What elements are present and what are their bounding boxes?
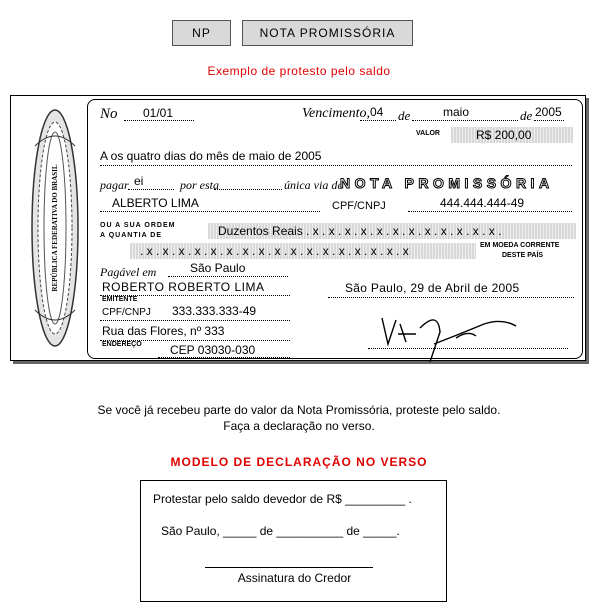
pagavel-city: São Paulo (190, 261, 246, 275)
vencimento-label: Vencimento, (302, 106, 371, 121)
place-date: São Paulo, 29 de Abril de 2005 (345, 281, 520, 295)
emitente-cpf-label: CPF/CNPJ (102, 307, 151, 318)
valor-amount: R$ 200,00 (476, 128, 532, 142)
de-label-2: de (520, 108, 533, 123)
payee-cpf-label: CPF/CNPJ (332, 200, 386, 212)
seal-emblem (29, 106, 81, 350)
signature-line (205, 567, 373, 568)
moeda-label: EM MOEDA CORRENTE (480, 242, 560, 249)
note-form (87, 99, 583, 359)
promissory-note (10, 95, 586, 361)
seal-text: REPÚBLICA FEDERATIVA DO BRASIL (51, 164, 59, 292)
payee-cpf: 444.444.444-49 (440, 196, 525, 210)
no-label: No (100, 106, 118, 122)
signature-drawing (376, 304, 526, 362)
unica-via-label: única via de (284, 178, 343, 192)
ordem-label: OU A SUA ORDEM (100, 222, 176, 229)
emitente-cpf: 333.333.333-49 (172, 304, 257, 318)
address: Rua das Flores, nº 333 (102, 324, 225, 338)
nota-promissoria-title: NOTA PROMISSÓRIA (340, 175, 554, 191)
tab-nota-promissoria[interactable]: NOTA PROMISSÓRIA (242, 20, 413, 46)
emitente-name: ROBERTO ROBERTO LIMA (102, 280, 265, 294)
instruction-line-1: Se você já recebeu parte do valor da Nota Promissória, proteste pelo saldo. (97, 403, 501, 417)
model-title: MODELO DE DECLARAÇÃO NO VERSO (170, 455, 428, 469)
amount-words-1: Duzentos Reais . x . x . x . x . x . x . x . x . x . x . x . x . (218, 224, 502, 238)
endereco-label: ENDEREÇO (102, 341, 142, 348)
valor-label: VALOR (416, 130, 440, 137)
due-month: maio (443, 105, 470, 119)
pagar-label: pagar (100, 178, 129, 192)
declaration-line-2: São Paulo, _____ de __________ de _____. (161, 524, 400, 538)
pagar-value: ei (134, 174, 144, 188)
cep: CEP 03030-030 (170, 343, 256, 357)
quantia-label: A QUANTIA DE (100, 232, 163, 239)
emitente-label: EMITENTE (102, 296, 138, 303)
por-esta-label: por esta (180, 178, 219, 192)
due-sentence: A os quatro dias do mês de maio de 2005 (100, 149, 322, 163)
amount-words-2: . x . x . x . x . x . x . x . x . x . x . x . x . x . x . x . x . x (140, 244, 409, 258)
declaration-line-1: Protestar pelo saldo devedor de R$ _________ . (153, 492, 412, 506)
payee-name: ALBERTO LIMA (112, 196, 199, 210)
due-year: 2005 (535, 105, 562, 119)
pagavel-label: Pagável em (100, 265, 157, 279)
signature-label: Assinatura do Credor (237, 571, 352, 585)
instruction-line-2: Faça a declaração no verso. (223, 419, 375, 433)
tab-np[interactable]: NP (172, 20, 231, 46)
subtitle: Exemplo de protesto pelo saldo (207, 64, 391, 78)
declaration-box (140, 480, 447, 602)
note-number: 01/01 (143, 106, 174, 120)
de-label-1: de (398, 108, 411, 123)
pais-label: DESTE PAÍS (502, 252, 544, 259)
due-day: 04 (370, 105, 384, 119)
